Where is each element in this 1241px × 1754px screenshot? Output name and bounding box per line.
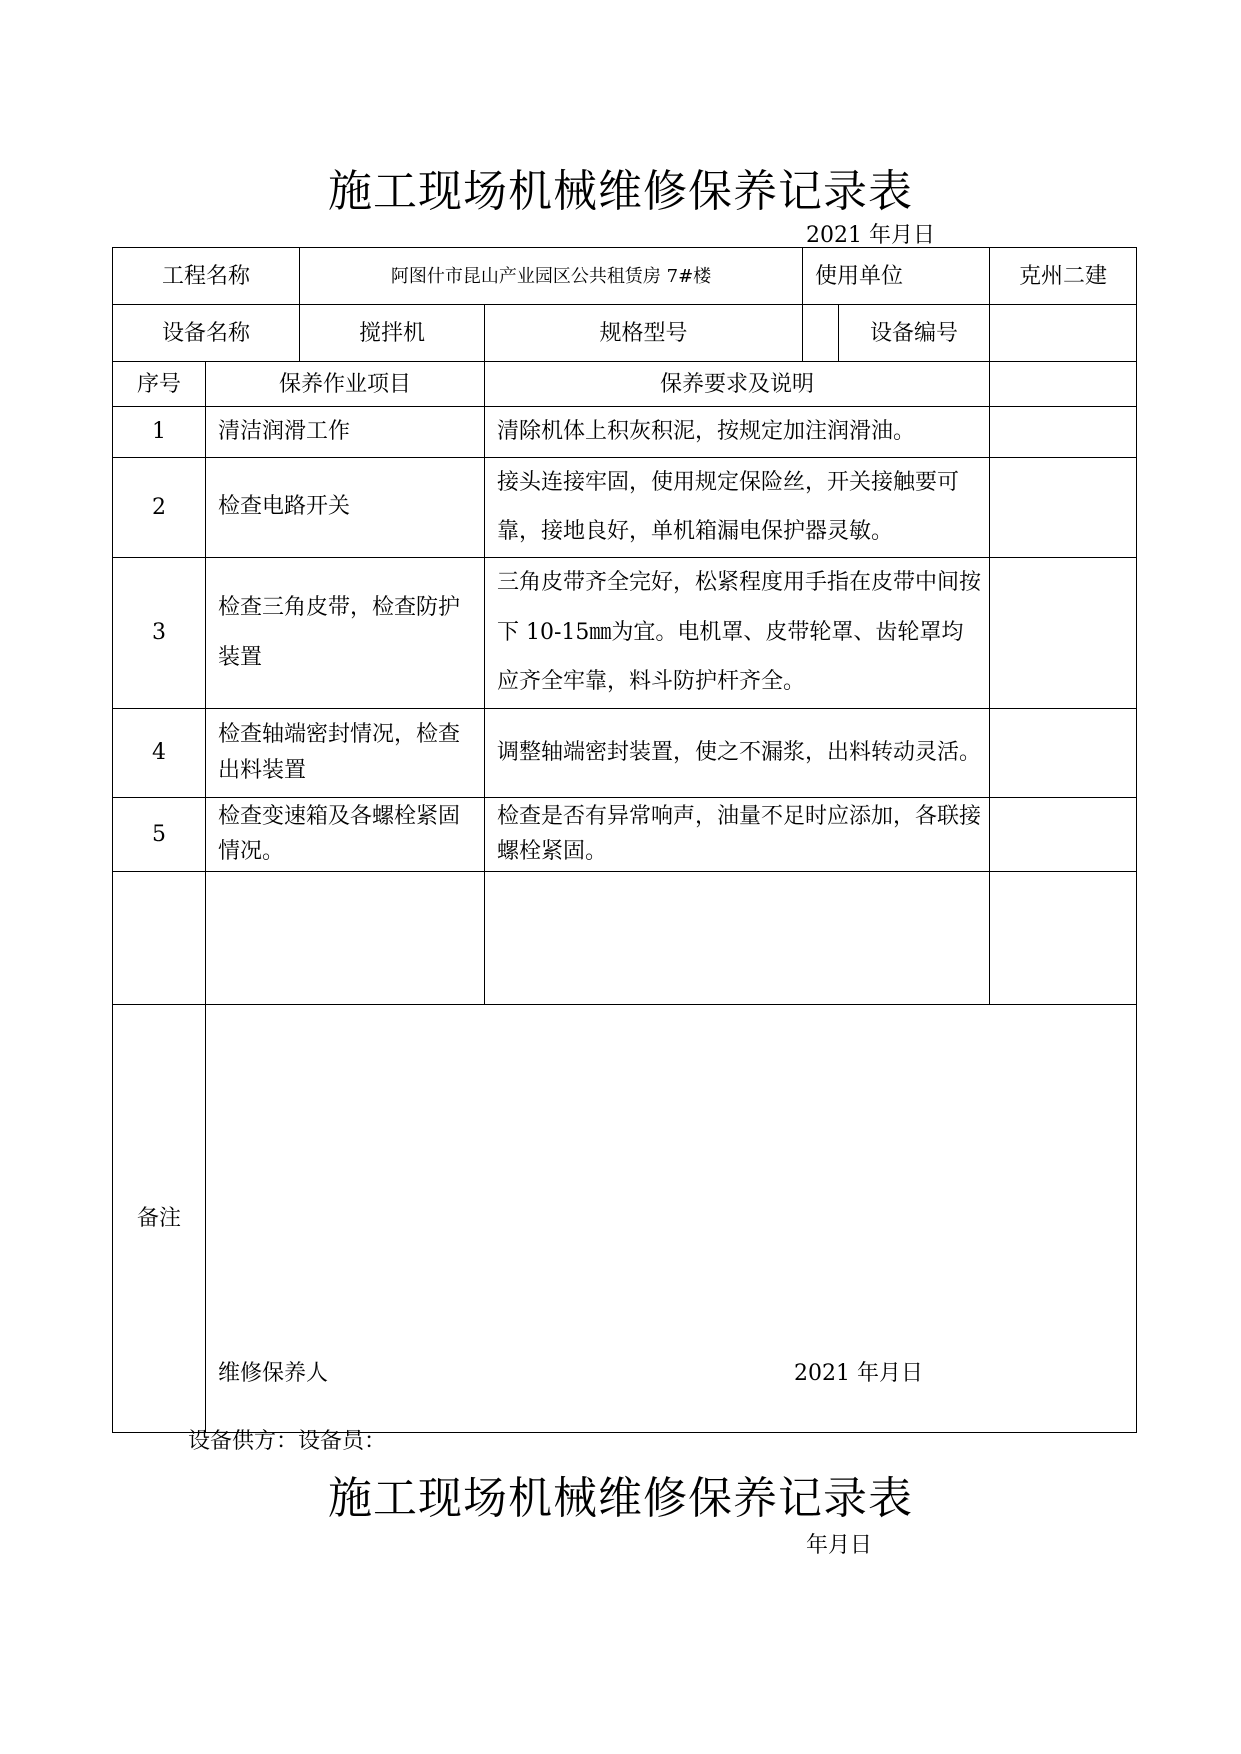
second-page-title: 施工现场机械维修保养记录表 [328,1473,913,1524]
row-extra [990,708,1137,797]
table-row [113,407,1137,458]
row-requirement [485,871,990,1004]
row-item: 检查轴端密封情况，检查出料装置 [206,708,485,797]
footer-signatures: 设备供方：设备员： [188,1429,387,1454]
maintainer-label: 维修保养人 [218,1360,329,1386]
remarks-content [206,1004,1137,1432]
record-date: 2021 年月日 [806,223,935,248]
model-label: 规格型号 [485,305,803,362]
equipment-value: 搅拌机 [300,305,485,362]
row-requirement: 三角皮带齐全完好，松紧程度用手指在皮带中间按下 10-15㎜为宜。电机罩、皮带轮罩、齿轮罩均应齐全牢靠，料斗防护杆齐全。 [485,557,990,708]
table-row [113,797,1137,871]
table-row [113,708,1137,797]
equipment-label: 设备名称 [113,305,300,362]
project-label: 工程名称 [113,248,300,305]
remarks-label: 备注 [113,1004,206,1432]
row-item: 检查变速箱及各螺栓紧固情况。 [206,797,485,871]
col-no-header: 序号 [113,362,206,407]
equipment-no-value [990,305,1137,362]
equipment-no-label: 设备编号 [839,305,990,362]
row-no: 2 [113,457,206,557]
row-requirement: 检查是否有异常响声，油量不足时应添加，各联接螺栓紧固。 [485,797,990,871]
row-extra [990,457,1137,557]
row-no [113,871,206,1004]
user-unit-value: 克州二建 [990,248,1137,305]
table-row [113,557,1137,708]
row-item: 检查电路开关 [206,457,485,557]
row-extra [990,557,1137,708]
maintenance-record-table [112,247,1137,1433]
row-no: 3 [113,557,206,708]
row-requirement: 接头连接牢固，使用规定保险丝，开关接触要可靠，接地良好，单机箱漏电保护器灵敏。 [485,457,990,557]
second-record-date: 年月日 [806,1533,873,1558]
row-item: 检查三角皮带，检查防护装置 [206,557,485,708]
model-value [803,305,839,362]
remarks-row [113,1004,1137,1432]
row-extra [990,407,1137,458]
row-extra [990,871,1137,1004]
header-row-equipment [113,305,1137,362]
row-no: 5 [113,797,206,871]
row-item [206,871,485,1004]
table-row-empty [113,871,1137,1004]
col-item-header: 保养作业项目 [206,362,485,407]
row-requirement: 调整轴端密封装置，使之不漏浆，出料转动灵活。 [485,708,990,797]
project-value: 阿图什市昆山产业园区公共租赁房 7#楼 [300,248,803,305]
row-extra [990,797,1137,871]
row-item: 清洁润滑工作 [206,407,485,458]
page-title: 施工现场机械维修保养记录表 [328,166,913,217]
table-row [113,457,1137,557]
row-requirement: 清除机体上积灰积泥，按规定加注润滑油。 [485,407,990,458]
col-extra-header [990,362,1137,407]
column-header-row [113,362,1137,407]
header-row-project [113,248,1137,305]
row-no: 1 [113,407,206,458]
user-unit-label: 使用单位 [803,248,990,305]
row-no: 4 [113,708,206,797]
col-requirement-header: 保养要求及说明 [485,362,990,407]
maintainer-date: 2021 年月日 [794,1360,923,1386]
